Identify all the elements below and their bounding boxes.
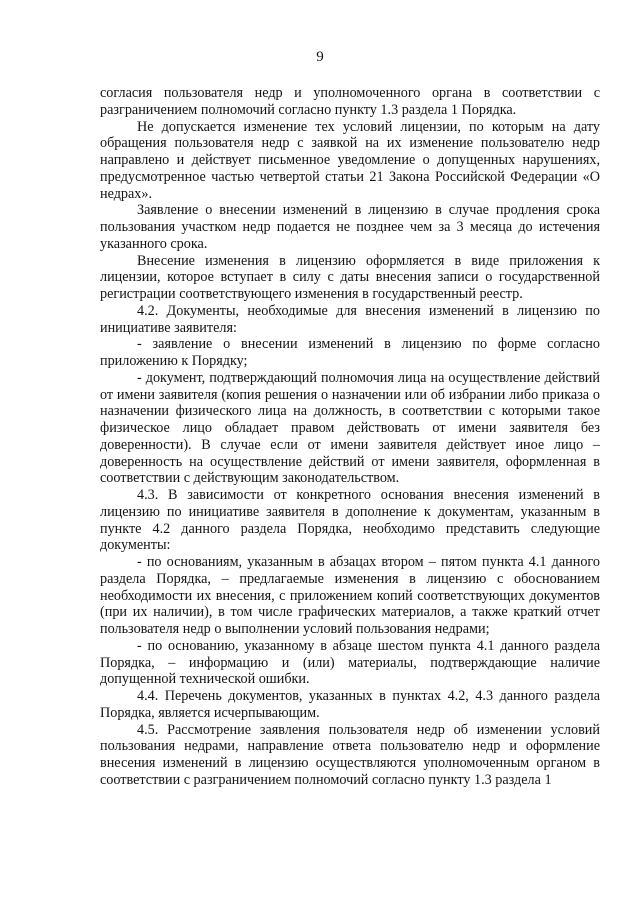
paragraph-section-4-4: 4.4. Перечень документов, указанных в пунктах 4.2, 4.3 данного раздела Порядка, является исчерпывающим.	[100, 688, 600, 721]
paragraph-section-4-3: 4.3. В зависимости от конкретного основания внесения изменений в лицензию по инициативе заявителя в дополнение к документам, указанным в пункте 4.2 данного раздела Порядка, необходимо представить следующие документы:	[100, 487, 600, 554]
list-item-ground-6: - по основанию, указанному в абзаце шестом пункта 4.1 данного раздела Порядка, – информацию и (или) материалы, подтверждающие наличие допущенной технической ошибки.	[100, 637, 600, 688]
list-item-application: - заявление о внесении изменений в лицензию по форме согласно приложению к Порядку;	[100, 336, 600, 369]
paragraph-continuation: согласия пользователя недр и уполномоченного органа в соответствии с разграничением полномочий согласно пункту 1.3 раздела 1 Порядка.	[100, 85, 600, 118]
paragraph-change-restriction: Не допускается изменение тех условий лицензии, по которым на дату обращения пользователя недр с заявкой на их изменение пользователю недр направлено и действует письменное уведомление о допущенных нарушениях, предусмотренное частью четвертой статьи 21 Закона Российской Федерации «О недрах».	[100, 118, 600, 202]
paragraph-license-annex: Внесение изменения в лицензию оформляется в виде приложения к лицензии, которое вступает в силу с даты внесения записи о государственной регистрации соответствующего изменения в государственный реестр.	[100, 252, 600, 302]
page-number: 9	[316, 49, 324, 65]
paragraph-section-4-2: 4.2. Документы, необходимые для внесения изменений в лицензию по инициативе заявителя:	[100, 302, 600, 336]
paragraph-section-4-5: 4.5. Рассмотрение заявления пользователя недр об изменении условий пользования недрами, направление ответа пользователю недр и оформление внесения изменений в лицензию осуществляются уполномоченным органом в соответствии с разграничением полномочий согласно пункту 1.3 раздела 1	[100, 721, 600, 788]
paragraph-extension-deadline: Заявление о внесении изменений в лицензию в случае продления срока пользования участком недр подается не позднее чем за 3 месяца до истечения указанного срока.	[100, 202, 600, 252]
list-item-grounds-2-5: - по основаниям, указанным в абзацах втором – пятом пункта 4.1 данного раздела Порядка, – предлагаемые изменения в лицензию с обоснованием необходимости их внесения, с приложением копий соответствующих документов (при их наличии), в том числе графических материалов, а также краткий отчет пользователя недр о выполнении условий пользования недрами;	[100, 554, 600, 637]
document-body	[100, 85, 600, 789]
list-item-authority-document: - документ, подтверждающий полномочия лица на осуществление действий от имени заявителя (копия решения о назначении или об избрании либо приказа о назначении физического лица на должность, в соответствии с которыми такое физическое лицо обладает правом действовать от имени заявителя без доверенности). В случае если от имени заявителя действует иное лицо – доверенность на осуществление действий от имени заявителя, оформленная в соответствии с действующим законодательством.	[100, 369, 600, 487]
